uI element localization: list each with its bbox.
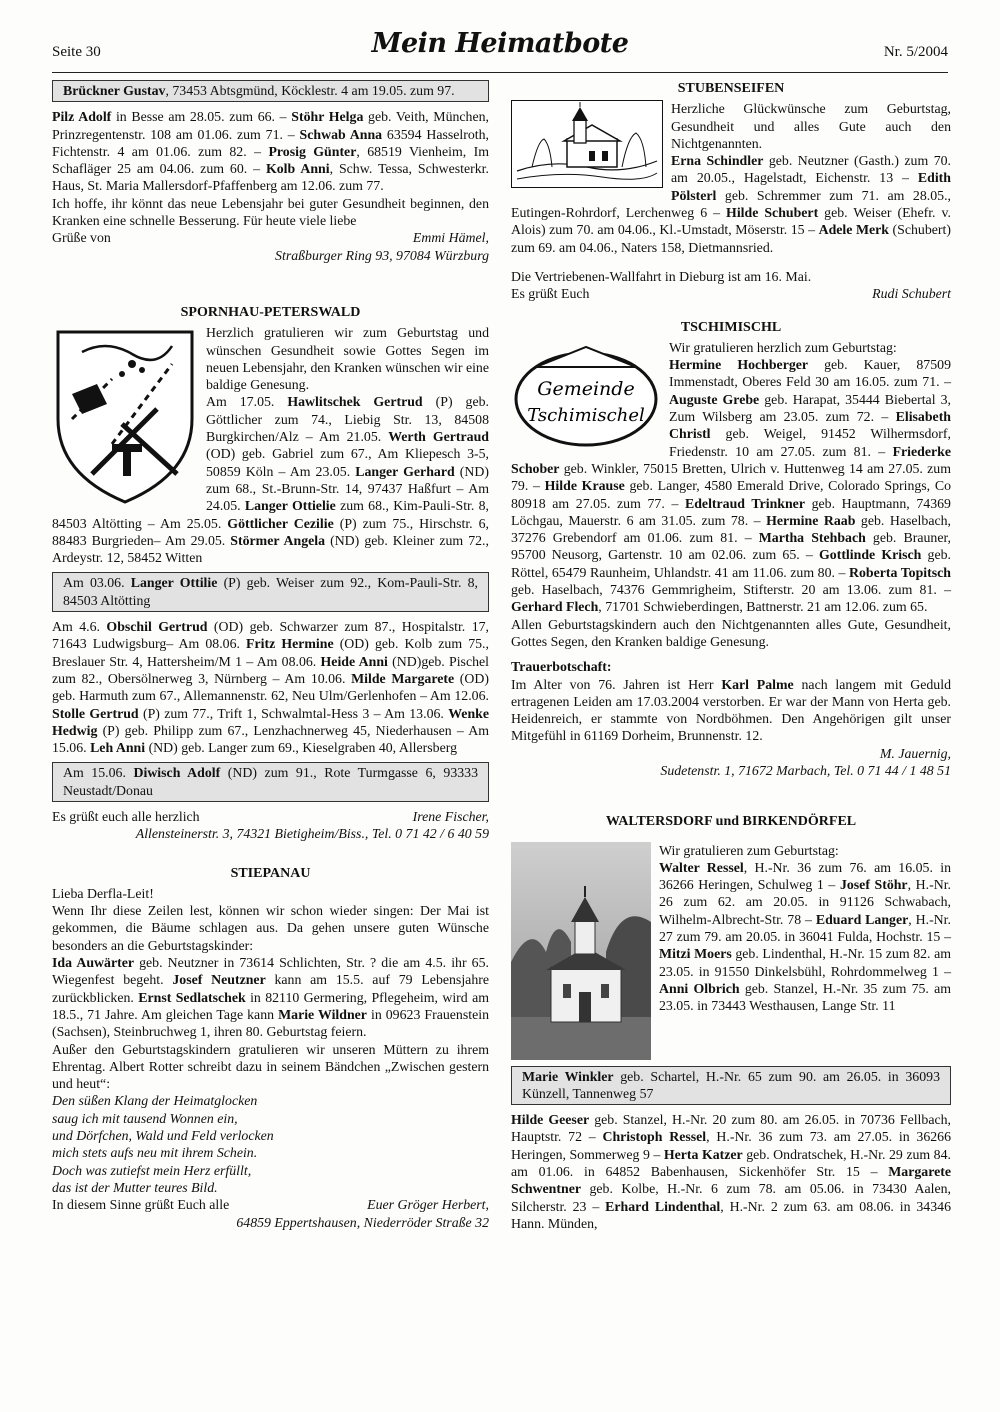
svg-text:Tschimischel: Tschimischel <box>527 404 645 426</box>
municipality-seal <box>511 339 661 449</box>
section-heading-tschimischl: TSCHIMISCHL <box>680 319 782 335</box>
section-heading-spornhau: SPORNHAU-PETERSWALD <box>180 304 361 320</box>
obituary-text: Im Alter von 76. Jahren ist Herr Karl Palme nach langem mit Geduld ertragenen Leiden am 17.03.2004 verstorben. Er war der Mann von Herta geb. Heidenreich, er stammte von Nordböhmen. Den Angehörigen gilt unser Mitgefühl in 61169 Dorheim, Brunnenstr. 12. <box>511 676 951 744</box>
left-column <box>52 80 489 1231</box>
church-icon <box>512 101 662 187</box>
signature: Es grüßt euch alle herzlich Irene Fischer, <box>52 808 489 824</box>
signature: In diesem Sinne grüßt Euch alle Euer Gröger Herbert, <box>52 1197 489 1213</box>
signature-address: 64859 Eppertshausen, Niederröder Straße 32 <box>236 1214 489 1230</box>
birthday-list: Hilde Geeser geb. Stanzel, H.-Nr. 20 zum 80. am 26.05. in 70736 Fellbach, Hauptstr. 72 – Christoph Ressel, H.-Nr. 36 zum 73. am 27.05. in 36266 Heringen, Sommerweg 9 – Herta Katzer geb. Ondratschek, H.-Nr. 29 zum 84. am 01.06. in 64852 Babenhausen, Sickenhöfer Str. 15 – Margarete Schwentner geb. Kolbe, H.-Nr. 6 zum 78. am 05.06. in 73430 Aalen, Silcherstr. 23 – Erhard Lindenthal, H.-Nr. 2 zum 63. am 08.06. in 34346 Hann. Münden, <box>511 1112 952 1231</box>
chapel-photo-icon <box>511 842 651 1060</box>
section-intro: Wir gratulieren herzlich zum Geburtstag: <box>669 339 897 355</box>
coat-of-arms-image <box>52 324 198 504</box>
birthday-list: Walter Ressel, H.-Nr. 36 zum 76. am 16.05. in 36266 Heringen, Schulweg 1 – Josef Stöhr, H.-Nr. 26 zum 62. am 20.05. in 91126 Schwabach, Wilhelm-Albrecht-Str. 78 – Eduard Langer, H.-Nr. 27 zum 79. am 20.05. in 36041 Fulda, Hochstr. 15 – Mitzi Moers geb. Lindenthal, H.-Nr. 15 zum 82. am 23.05. in 91550 Dinkelsbühl, Rohrdommelweg 1 – Anni Olbrich geb. Stanzel, H.-Nr. 35 zum 75. am 23.05. in 73443 Westhausen, Lange Str. 11 <box>659 859 952 1014</box>
paragraph: Außer den Geburtstagskindern gratulieren wir unseren Müttern zu ihrem Ehrentag. Albert Rotter schreibt dazu in seinem Bändchen „Zwischen gestern und heut“: <box>52 1041 489 1092</box>
birthday-list: Hermine Hochberger geb. Kauer, 87509 Immenstadt, Oberes Feld 30 am 16.05. zum 71. – Auguste Grebe geb. Harapat, 35444 Biebertal 3, Zum Wilsberg am 23.05. zum 72. – Elisabeth Christl geb. Weigel, 91452 Wilhermsdorf, Friedenstr. 10 am 27.05. zum 81. – Friederke Schober geb. Winkler, 75015 Bretten, Ulrich v. Huttenweg 14 am 27.05. zum 79. – Hilde Krause geb. Langer, 4580 Emerald Drive, Colorado Springs, Co 80918 am 27.05. zum 77. – Edeltraud Trinkner geb. Hauptmann, 74369 Löchgau, Mauerstr. 6 am 31.05. zum 78. – Hermine Raab geb. Haselbach, 37276 Grebendorf am 01.06. zum 81. – Martha Stehbach geb. Brauner, 95700 Neusorg, Gartenstr. 10 am 02.06. zum 65. – Gottlinde Krisch geb. Röttel, 65479 Raunheim, Uhlandstr. 41 am 11.06. zum 80. – Roberta Topitsch geb. Haselbach, 74376 Gemmrigheim, Stifterstr. 20 am 13.06. zum 81. – Gerhard Flech, 71701 Schwieberdingen, Battnerstr. 21 am 12.06. zum 65. <box>511 357 951 615</box>
shield-icon <box>52 324 198 504</box>
right-column <box>511 80 951 1232</box>
signature: M. Jauernig, <box>879 745 951 761</box>
paragraph: Allen Geburtstagskindern auch den Nichtgenannten alles Gute, Gesundheit, Gottes Segen, den Kranken baldige Genesung. <box>511 616 951 649</box>
page-header <box>52 28 948 73</box>
greeting-text: Ich hoffe, ihr könnt das neue Lebensjahr bei guter Gesundheit beginnen, den Kranken eine schnelle Besserung. Für heute viele liebe <box>52 195 489 229</box>
signature: Es grüßt Euch Rudi Schubert <box>511 286 951 302</box>
section-heading-stubenseifen: STUBENSEIFEN <box>677 81 785 96</box>
birthday-list: Am 4.6. Obschil Gertrud (OD) geb. Schwarzer zum 87., Hospitalstr. 17, 71643 Ludwigsburg– Am 08.06. Fritz Hermine (OD) geb. Kolb zum 75., Breslauer Str. 4, Hattersheim/M 1 – Am 08.06. Heide Anni (ND)geb. Pischel zum 82., Obersölnerweg 3, Nürnberg – Am 10.06. Milde Margarete (OD) geb. Harmuth zum 67., Allemannenstr. 62, Neu Ulm/Gerlenhofen – Am 12.06. Stolle Gertrud (P) zum 77., Trift 1, Schwalmtal-Hess 3 – Am 13.06. Wenke Hedwig (P) geb. Philipp zum 67., Lenzhachnerweg 45, Niederhausen – Am 15.06. Leh Anni (ND) geb. Langer zum 69., Kieselgraben 40, Allersberg <box>52 619 490 756</box>
birthday-list: Erna Schindler geb. Neutzner (Gasth.) zum 70. am 20.05., Hagelstadt, Eichenstr. 13 – Edith Pölsterl geb. Schremmer zum 71. am 28.05., Eutingen-Rohrdorf, Lerchenweg 6 – Hilde Schubert geb. Weiser (Ehefr. v. Alois) zum 70. am 04.06., Kl.-Umstadt, Möserstr. 15 – Adele Merk (Schubert) zum 69. am 04.06., Naters 158, Dietmannsried. <box>511 153 951 255</box>
section-intro: Herzlich gratulieren wir zum Geburtstag und wünschen Gesundheit sowie Gottes Segen im neuen Lebensjahr, den Kranken wünschen wir eine baldige Genesung. <box>206 325 489 393</box>
highlight-box: Am 15.06. Diwisch Adolf (ND) zum 91., Rote Turmgasse 6, 93333 Neustadt/Donau <box>52 762 489 802</box>
section-intro: Wir gratulieren zum Geburtstag: <box>659 842 839 858</box>
poem: Den süßen Klang der Heimatglocken saug ich mit tausend Wonnen ein, und Dörfchen, Wald und Feld verlocken mich stets aufs neu mit ihrem Schein. Doch was zutiefst mein Herz erfüllt, das ist der Mutter teures Bild. <box>52 1093 274 1195</box>
obituary-heading: Trauerbotschaft: <box>511 659 612 675</box>
birthday-list: Ida Auwärter geb. Neutzner in 73614 Schlichten, Str. ? die am 4.5. ihr 65. Wiegenfest begeht. Josef Neutzner kann am 15.5. auf 79 Lebensjahre zurückblicken. Ernst Sedlatschek in 82110 Germering, Pflegeheim, wird am 18.5., 71 Jahre. Am gleichen Tage kann Marie Wildner in 09623 Frauenstein (Sachsen), Steinbruchweg 1, ihren 80. Geburtstag feiern. <box>52 955 489 1040</box>
highlight-box: Am 03.06. Langer Ottilie (P) geb. Weiser zum 92., Kom-Pauli-Str. 8, 84503 Altötting <box>52 572 489 612</box>
page-number: Seite 30 <box>52 44 101 60</box>
highlight-box: Marie Winkler geb. Schartel, H.-Nr. 65 zum 90. am 26.05. in 36093 Künzell, Tannenweg 57 <box>511 1066 951 1106</box>
salutation: Lieba Derfla-Leit! <box>52 885 154 901</box>
seal-icon <box>511 339 661 449</box>
signature: Grüße von Emmi Hämel, <box>52 230 489 246</box>
section-intro: Herzliche Glückwünsche zum Geburtstag, Gesundheit und alles Gute auch den Nichtgenannten. <box>671 101 951 151</box>
issue-number: Nr. 5/2004 <box>883 44 948 60</box>
paragraph: Wenn Ihr diese Zeilen lest, können wir schon wieder singen: Der Mai ist gekommen, die Bäume schlagen aus. Da gehen unsere guten Wünsche besonders an die Geburtstagskinder: <box>52 903 489 953</box>
section-heading-waltersdorf: WALTERSDORF und BIRKENDÖRFEL <box>605 814 857 830</box>
signature-address: Sudetenstr. 1, 71672 Marbach, Tel. 0 71 44 / 1 48 51 <box>660 762 951 778</box>
paragraph: Die Vertriebenen-Wallfahrt in Dieburg ist am 16. Mai. <box>511 268 812 284</box>
chapel-photo <box>511 842 651 1060</box>
birthday-list: Am 17.05. Hawlitschek Gertrud (P) geb. Göttlicher zum 74., Liebig Str. 13, 84508 Burgkirchen/Alz – Am 21.05. Werth Gertraud (OD) geb. Gabriel zum 67., Am Kliepesch 3-5, 50859 Köln – Am 23.05. Langer Gerhard (ND) zum 68., St.-Brunn-Str. 14, 97437 Haßfurt – Am 24.05. Langer Ottielie zum 68., Kim-Pauli-Str. 8, 84503 Altötting – Am 25.05. Göttlicher Cezilie (P) zum 75., Hirschstr. 6, 88483 Burgrieden– Am 29.05. Störmer Angela (ND) geb. Kleiner zum 72., Ardeystr. 12, 58452 Witten <box>52 394 489 566</box>
church-sketch-image <box>511 100 663 188</box>
svg-text:Gemeinde: Gemeinde <box>537 377 635 400</box>
signature-address: Straßburger Ring 93, 97084 Würzburg <box>275 247 489 263</box>
signature-address: Allensteinerstr. 3, 74321 Bietigheim/Biss., Tel. 0 71 42 / 6 40 59 <box>135 826 489 842</box>
masthead-title: Mein Heimatbote <box>371 28 629 59</box>
birthday-list: Pilz Adolf in Besse am 28.05. zum 66. – Stöhr Helga geb. Veith, München, Prinzregentenstr. 108 am 01.06. zum 71. – Schwab Anna 63594 Hasselroth, Fichtenstr. 4 am 01.06. zum 82. – Prosig Günter, 68519 Vienheim, Im Schafläger 25 am 04.06. zum 60. – Kolb Anni, Schw. Tessa, Schwesterkr. Haus, St. Maria Mallersdorf-Pfaffenberg am 12.06. zum 77. <box>52 109 490 194</box>
highlight-box: Brückner Gustav, 73453 Abtsgmünd, Köcklestr. 4 am 19.05. zum 97. <box>52 80 489 102</box>
section-heading-stiepanau: STIEPANAU <box>230 865 311 881</box>
